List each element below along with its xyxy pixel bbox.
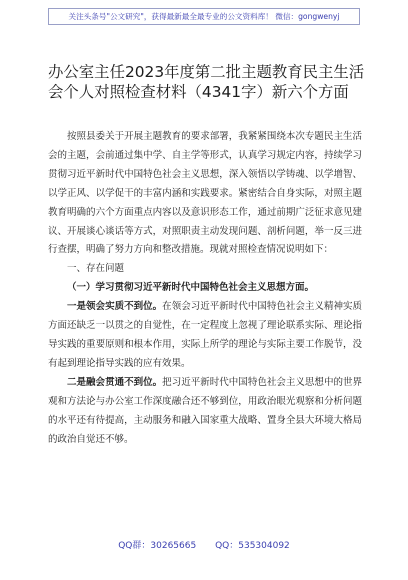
- document-body: [48, 128, 362, 449]
- point-2-label: 二是融会贯通不到位。: [67, 376, 163, 388]
- page-footer: [0, 538, 408, 551]
- point-paragraph-2: [48, 374, 362, 450]
- intro-paragraph: 按照县委关于开展主题教育的要求部署，我紧紧围绕本次专题民主生活会的主题，会前通过集中学、自主学等形式，认真学习规定内容，持续学习贯彻习近平新时代中国特色社会主义思想，深入领悟以学铸魂、以学增智、以学正风、以学促干的丰富内涵和实践要求。紧密结合自身实际，对照主题教育明确的六个方面重点内容以及意识形态工作，通过前期广泛征求意见建议、开展谈心谈话等方式，对照职责主动发现问题、剖析问题，举一反三进行查摆，明确了努力方向和整改措施。现就对照检查情况说明如下：: [48, 131, 362, 256]
- point-paragraph-1: [48, 298, 362, 374]
- point-1-text: 在领会习近平新时代中国特色社会主义精神实质方面还缺乏一以贯之的自觉性，在一定程度上忽视了理论联系实际、理论指导实践的重要原则和根本作用，实际上所学的理论与实际主要工作脱节，没有起到理论指导实践的应有效果。: [48, 301, 362, 369]
- footer-qq: QQ：535304092: [215, 541, 290, 551]
- point-2-text: 把习近平新时代中国特色社会主义思想中的世界观和方法论与办公室工作深度融合还不够到位，用政治眼光观察和分析问题的水平还有待提高，主动服务和融入国家重大战略、置身全县大环境大格局的政治自觉还不够。: [48, 376, 362, 445]
- document-title: 办公室主任2023年度第二批主题教育民主生活会个人对照检查材料（4341字）新六个方面: [48, 63, 365, 101]
- subsection-heading: （一）学习贯彻习近平新时代中国特色社会主义思想方面。: [67, 282, 315, 294]
- section-heading: 一、存在问题: [67, 263, 125, 275]
- point-1-label: 一是领会实质不到位。: [67, 301, 163, 313]
- footer-qq-group: QQ群：30265665: [118, 541, 197, 551]
- header-banner: 关注头条号"公文研究"，获得最新最全最专业的公文资料库！ 微信：gongwenyj: [48, 8, 360, 25]
